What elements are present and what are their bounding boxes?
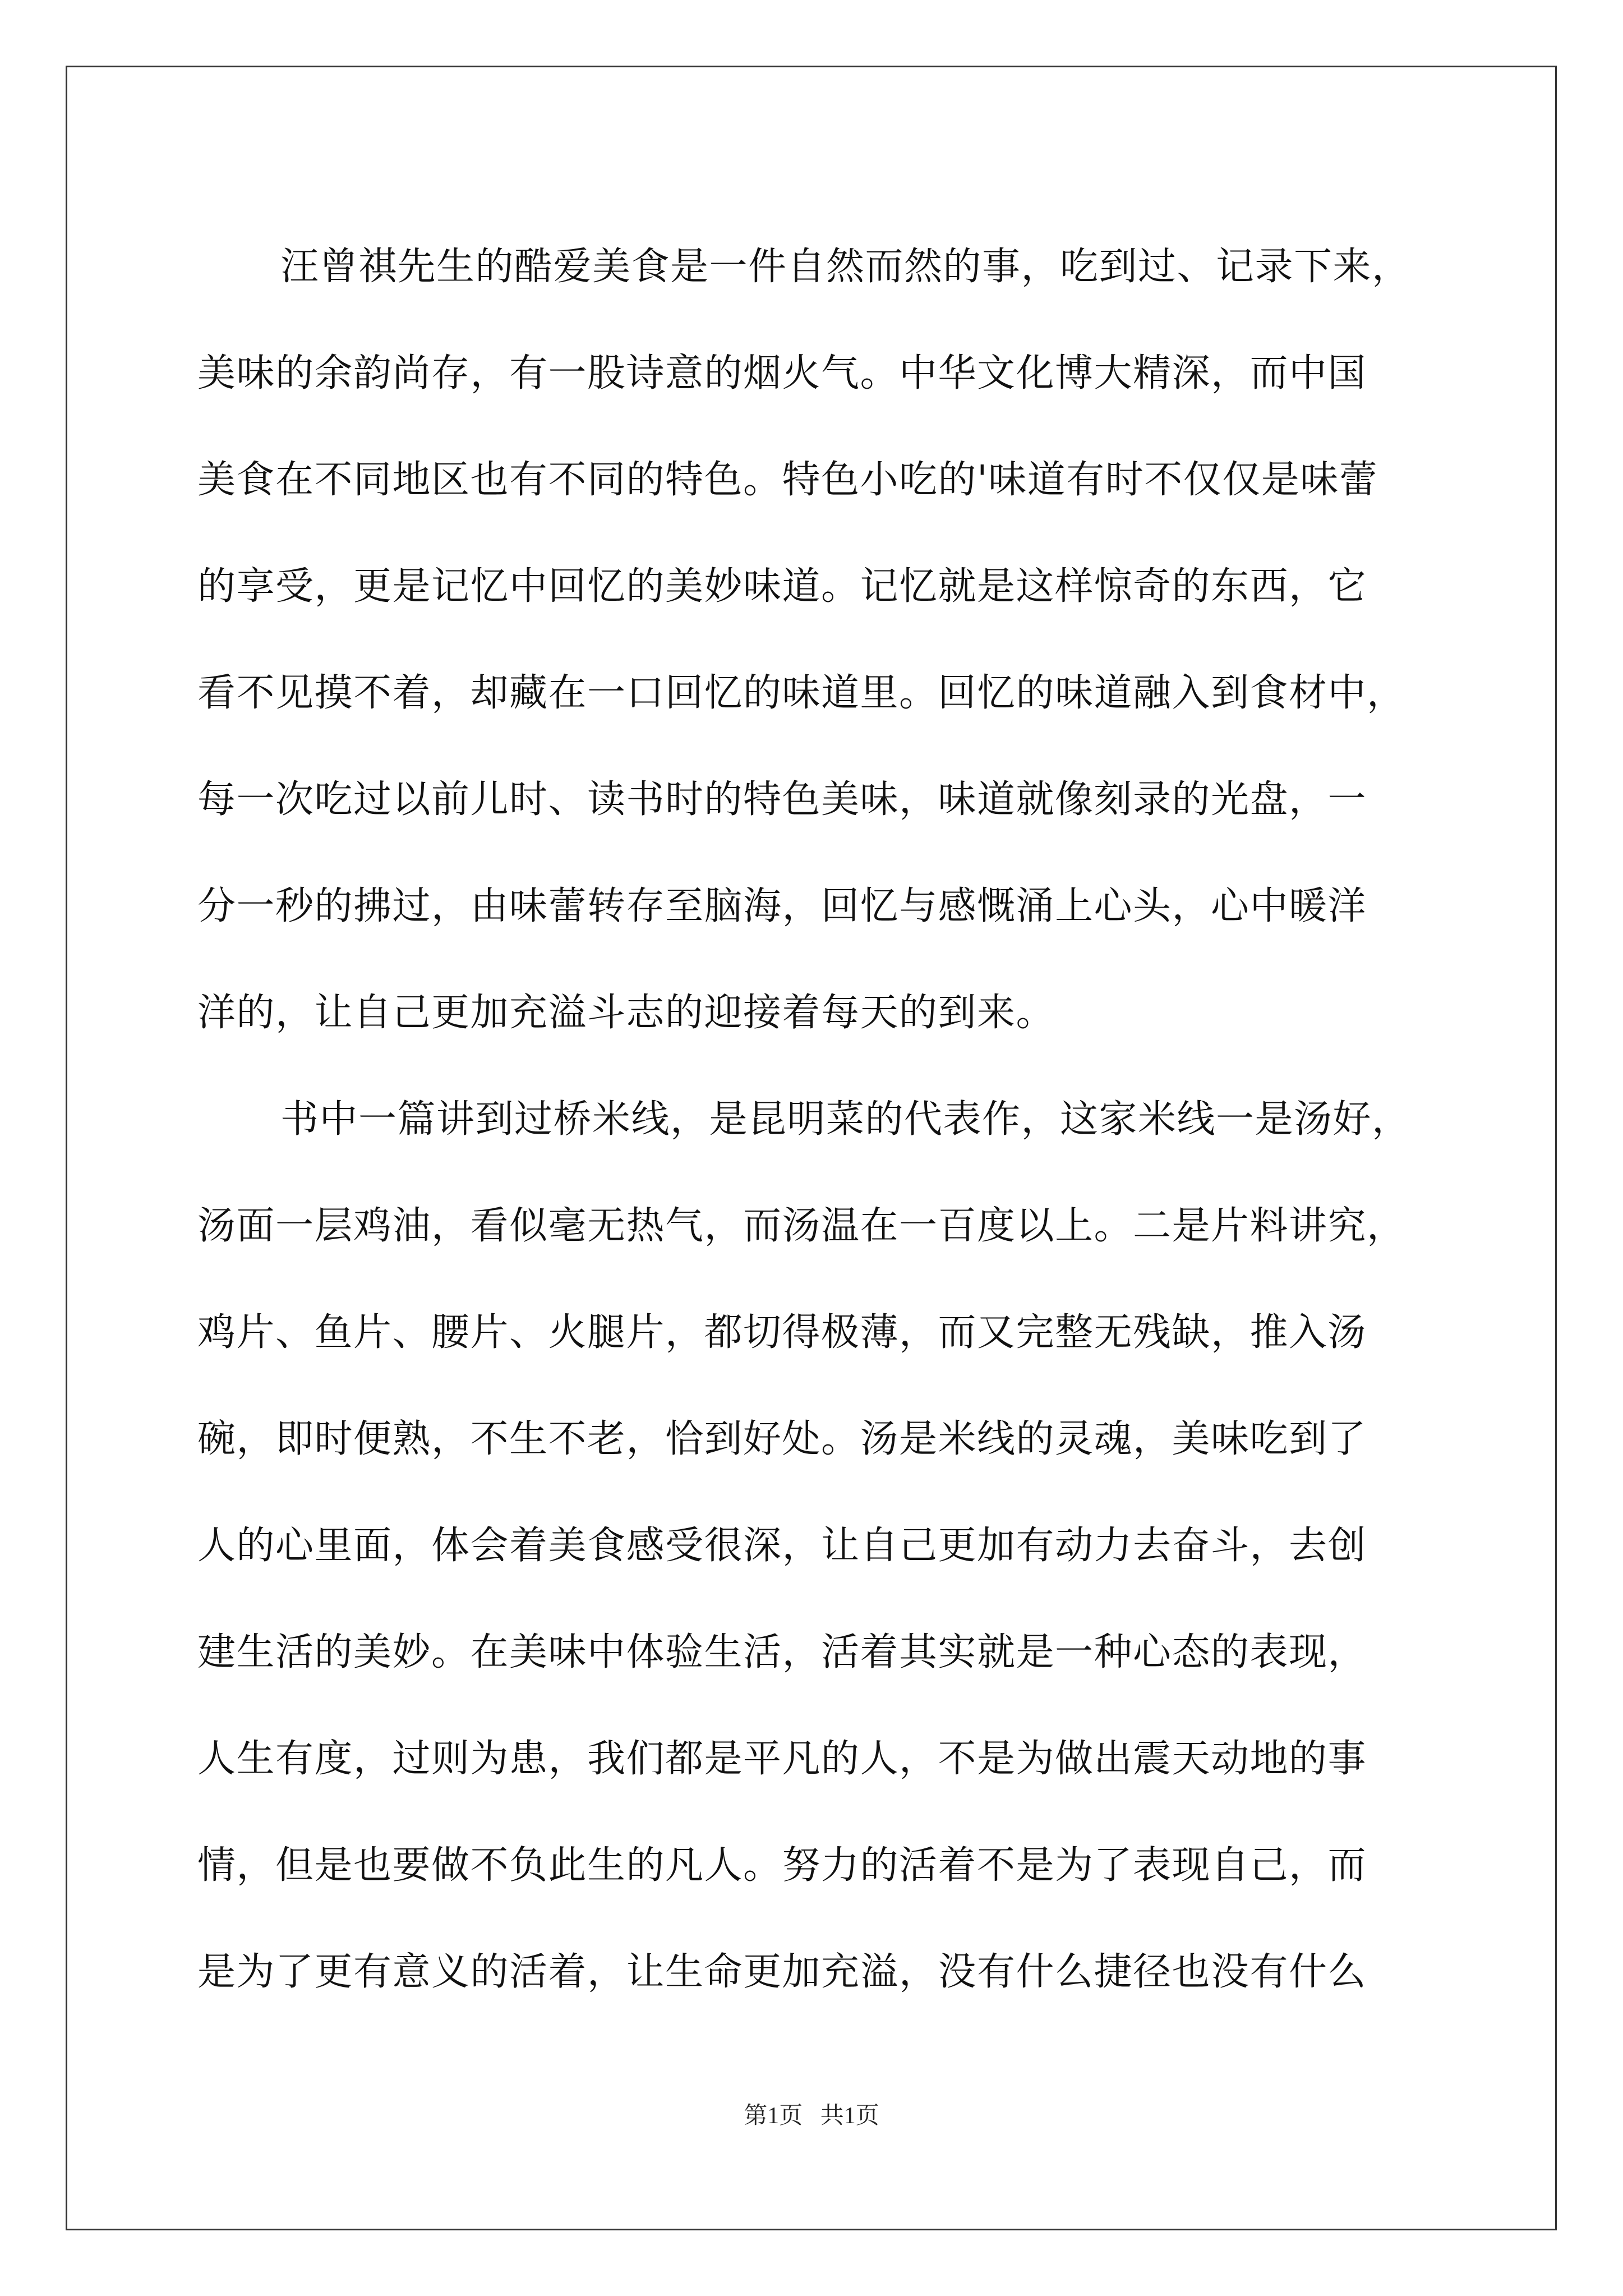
paragraph-1-line-2: 美味的余韵尚存，有一股诗意的烟火气。中华文化博大精深，而中国 <box>197 351 1367 395</box>
document-body <box>197 214 1437 2026</box>
paragraph-1-line-1: 汪曾祺先生的酷爱美食是一件自然而然的事，吃到过、记录下来， <box>280 245 1411 289</box>
paragraph-2-line-5: 人的心里面，体会着美食感受很深，让自己更加有动力去奋斗，去创 <box>197 1524 1367 1568</box>
page-number-label: 第1页 共1页 <box>744 2103 879 2129</box>
paragraph-1-line-4: 的享受，更是记忆中回忆的美妙味道。记忆就是这样惊奇的东西，它 <box>197 564 1367 609</box>
paragraph-1-line-3: 美食在不同地区也有不同的特色。特色小吃的'味道有时不仅仅是味蕾 <box>197 458 1378 502</box>
paragraph-2-line-2: 汤面一层鸡油，看似毫无热气，而汤温在一百度以上。二是片料讲究， <box>197 1204 1406 1248</box>
paragraph-1-line-5: 看不见摸不着，却藏在一口回忆的味道里。回忆的味道融入到食材中， <box>197 671 1406 715</box>
paragraph-2-line-6: 建生活的美妙。在美味中体验生活，活着其实就是一种心态的表现， <box>197 1630 1367 1674</box>
page-footer <box>0 2099 1623 2133</box>
paragraph-2-line-4: 碗，即时便熟，不生不老，恰到好处。汤是米线的灵魂，美味吃到了 <box>197 1417 1367 1461</box>
paragraph-2-line-9: 是为了更有意义的活着，让生命更加充溢，没有什么捷径也没有什么 <box>197 1950 1367 1994</box>
paragraph-1-line-7: 分一秒的拂过，由味蕾转存至脑海，回忆与感慨涌上心头，心中暖洋 <box>197 884 1367 928</box>
paragraph-2-line-1: 书中一篇讲到过桥米线，是昆明菜的代表作，这家米线一是汤好， <box>280 1097 1411 1142</box>
paragraph-2-line-8: 情，但是也要做不负此生的凡人。努力的活着不是为了表现自己，而 <box>197 1843 1367 1888</box>
paragraph-2-line-7: 人生有度，过则为患，我们都是平凡的人，不是为做出震天动地的事 <box>197 1737 1367 1781</box>
paragraph-1-line-6: 每一次吃过以前儿时、读书时的特色美味，味道就像刻录的光盘，一 <box>197 777 1367 822</box>
paragraph-1-line-8: 洋的，让自己更加充溢斗志的迎接着每天的到来。 <box>197 991 1055 1035</box>
paragraph-2-line-3: 鸡片、鱼片、腰片、火腿片，都切得极薄，而又完整无残缺，推入汤 <box>197 1310 1367 1355</box>
